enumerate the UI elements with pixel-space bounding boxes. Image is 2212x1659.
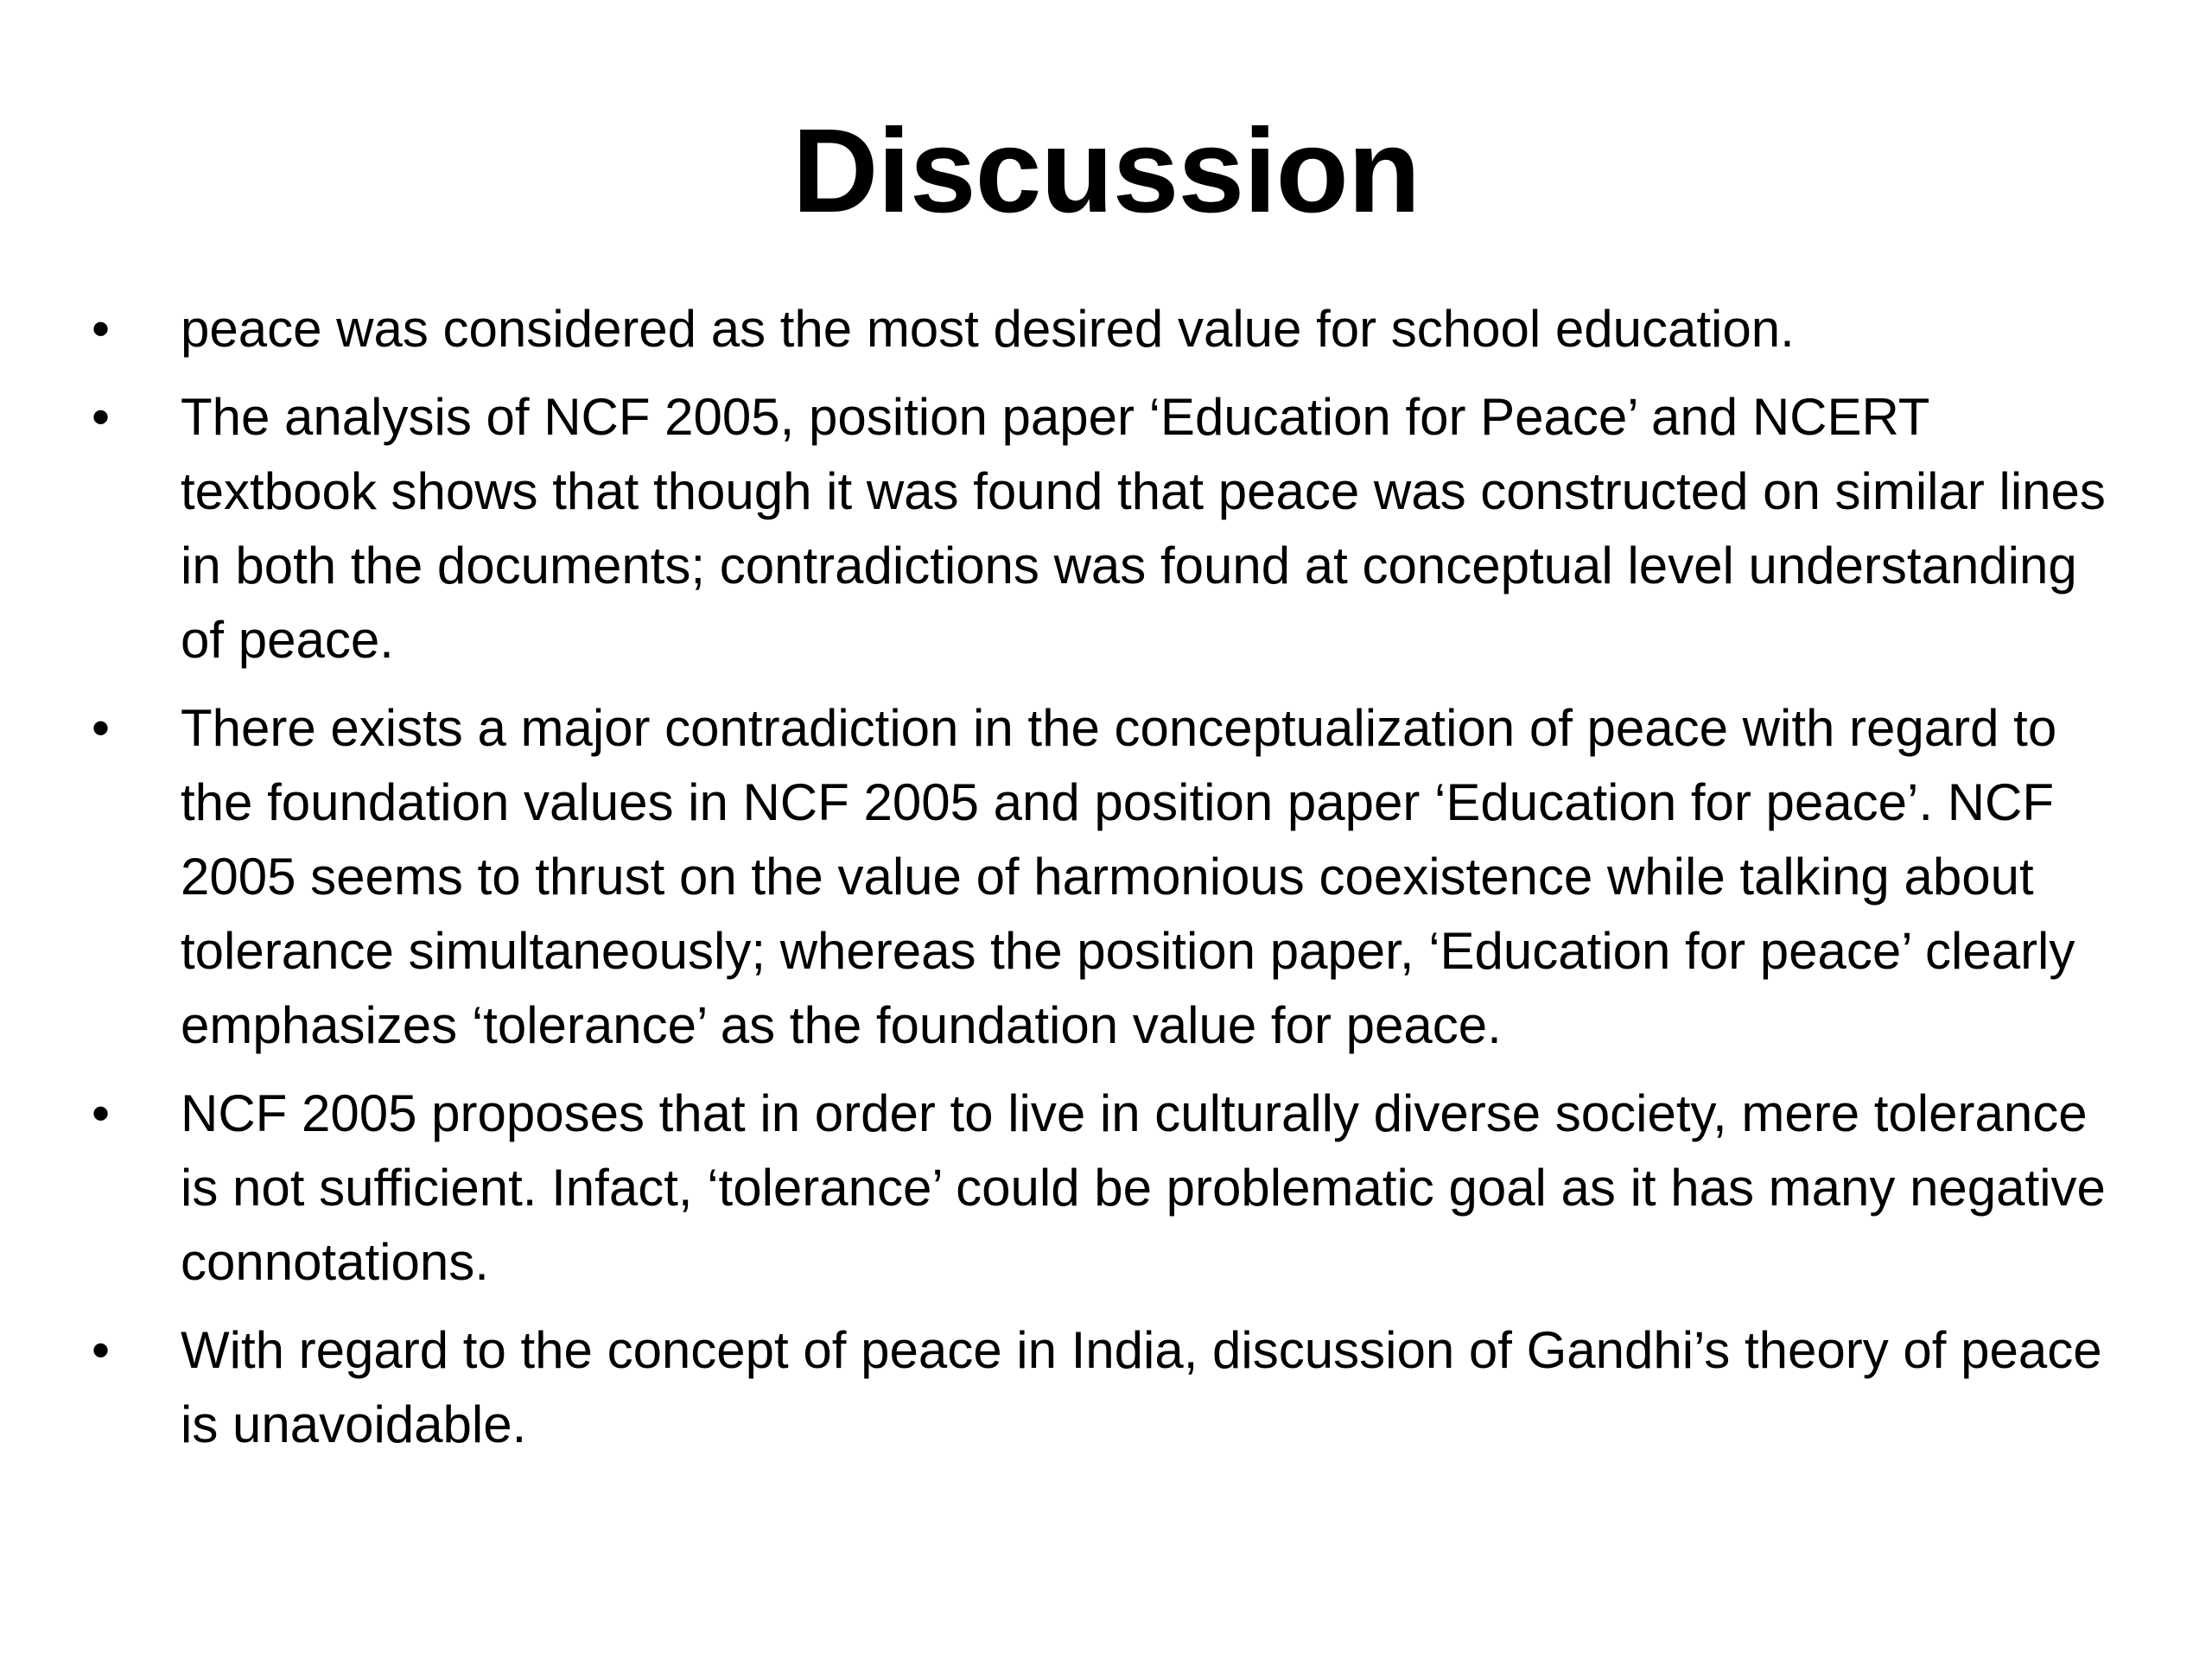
bullet-item — [0, 380, 2125, 677]
bullet-text: There exists a major contradiction in the conceptualization of peace with regard to the foundation values in NCF 2005 and position paper ‘Education for peace’. NCF 2005 seems to thrust on the value of harmonious coexistence while talking about tolerance simultaneously; whereas the position paper, ‘Education for peace’ clearly emphasizes ‘tolerance’ as the foundation value for peace. — [181, 699, 2075, 1054]
slide-title: Discussion — [791, 105, 1421, 238]
bullet-icon: • — [92, 699, 111, 757]
bullet-text: peace was considered as the most desired value for school education. — [181, 300, 1795, 358]
bullet-text: With regard to the concept of peace in India, discussion of Gandhi’s theory of peace is unavoidable. — [181, 1321, 2102, 1453]
bullet-text: NCF 2005 proposes that in order to live in culturally diverse society, mere tolerance is not sufficient. Infact, ‘tolerance’ could be problematic goal as it has many negative connotations. — [181, 1084, 2106, 1291]
bullet-icon: • — [92, 1321, 111, 1379]
bullet-text: The analysis of NCF 2005, position paper ‘Education for Peace’ and NCERT textbook shows that though it was found that peace was constructed on similar lines in both the documents; contradictions was found at conceptual level understanding of peace. — [181, 388, 2106, 669]
bullet-item — [0, 1077, 2125, 1300]
bullet-icon: • — [92, 388, 111, 446]
bullet-icon: • — [92, 300, 111, 358]
bullet-list — [0, 292, 2212, 1476]
bullet-icon: • — [92, 1084, 111, 1142]
bullet-item — [0, 1313, 2125, 1462]
bullet-item — [0, 292, 2125, 366]
bullet-item — [0, 691, 2125, 1063]
